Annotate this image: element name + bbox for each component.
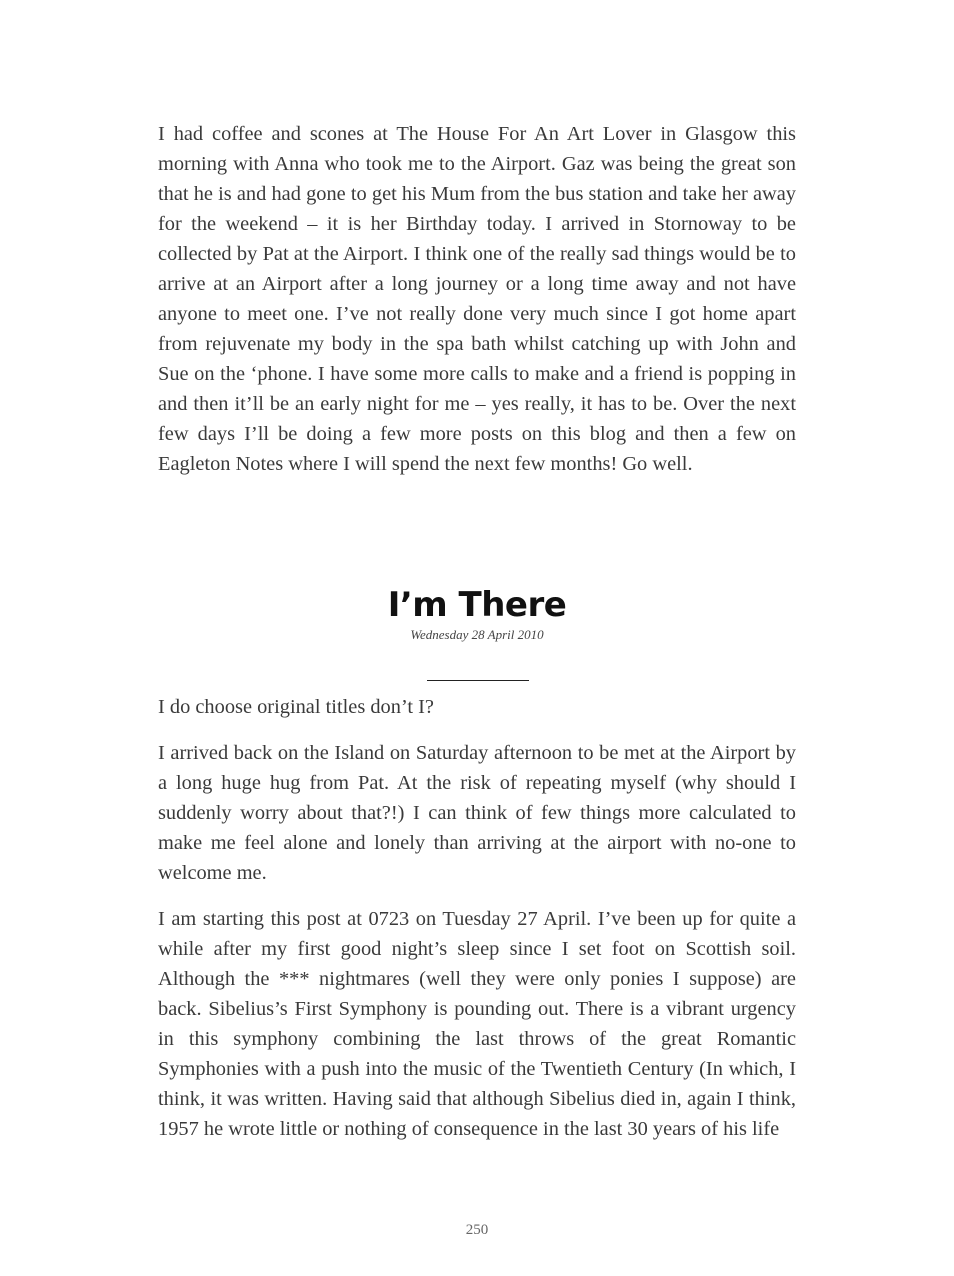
body-paragraph-3: I am starting this post at 0723 on Tuesday 27 April. I’ve been up for quite a while after my first good night’s sleep since I set foot on Scottish soil. Although the *** nightmares (well they were only ponies I suppose) are back. Sibelius’s First Symphony is pounding out. There is a vibrant urgency in this symphony combining the last throws of the great Romantic Symphonies with a push into the music of the Twentieth Century (In which, I think, it was written. Having said that although Sibelius died in, again I think, 1957 he wrote little or nothing of consequence in the last 30 years of his life xyxy=(158,908,796,1140)
intro-paragraph: I had coffee and scones at The House For An Art Lover in Glasgow this morning with Anna who took me to the Airport. Gaz was being the great son that he is and had gone to get his Mum from the bus station and take her away for the weekend – it is her Birthday today. I arrived in Stornoway to be collected by Pat at the Airport. I think one of the really sad things would be to arrive at an Airport after a long journey or a long time away and not have anyone to meet one. I’ve not really done very much since I got home apart from rejuvenate my body in the spa bath whilst catching up with John and Sue on the ‘phone. I have some more calls to make and a friend is popping in and then it’ll be an early night for me – yes really, it has to be. Over the next few days I’ll be doing a few more posts on this blog and then a few on Eagleton Notes where I will spend the next few months! Go well. xyxy=(158,123,796,475)
body-paragraph-1: I do choose original titles don’t I? xyxy=(158,696,434,718)
page-number: 250 xyxy=(465,1222,489,1238)
post-title: I’m There xyxy=(387,585,567,625)
post-body xyxy=(158,692,796,1144)
title-divider xyxy=(427,680,529,681)
body-paragraph-2: I arrived back on the Island on Saturday afternoon to be met at the Airport by a long huge hug from Pat. At the risk of repeating myself (why should I suddenly worry about that?!) I can think of few things more calculated to make me feel alone and lonely than arriving at the airport with no-one to welcome me. xyxy=(158,742,796,884)
post-date: Wednesday 28 April 2010 xyxy=(410,627,544,642)
